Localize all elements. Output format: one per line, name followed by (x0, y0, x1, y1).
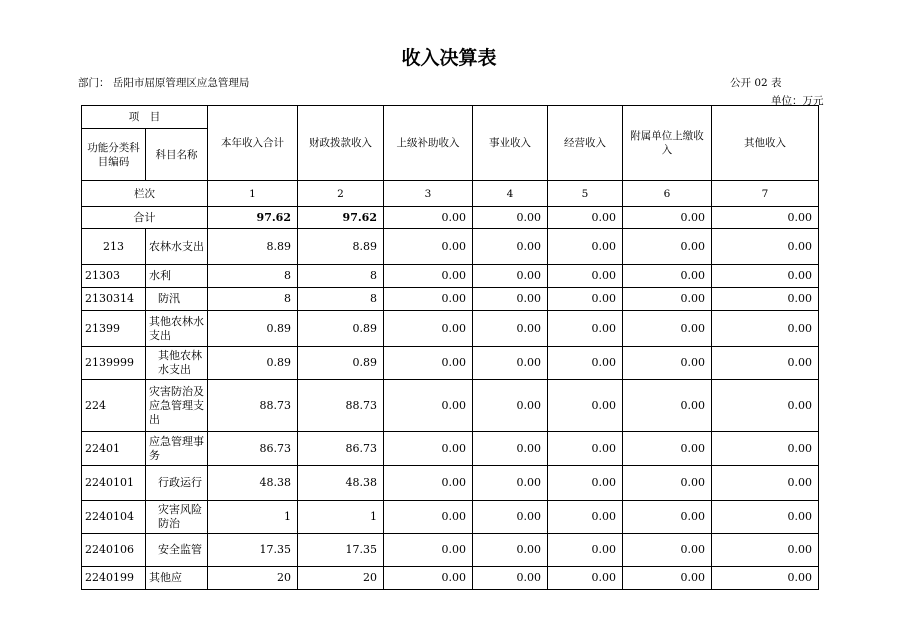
total-value: 0.00 (473, 207, 548, 229)
column-label: 栏次 (82, 181, 208, 207)
row-value: 0.00 (712, 265, 819, 288)
page-title: 收入决算表 (401, 47, 497, 69)
row-value: 88.73 (298, 380, 384, 432)
header-business: 事业收入 (473, 106, 548, 181)
row-value: 0.00 (712, 380, 819, 432)
total-value: 0.00 (623, 207, 712, 229)
row-code: 22401 (82, 432, 146, 466)
row-value: 0.00 (548, 380, 623, 432)
row-value: 0.89 (298, 347, 384, 380)
row-value: 0.00 (623, 265, 712, 288)
row-value: 1 (298, 501, 384, 534)
row-value: 0.00 (548, 311, 623, 347)
row-value: 0.00 (623, 466, 712, 501)
header-total: 本年收入合计 (208, 106, 298, 181)
row-value: 0.00 (548, 466, 623, 501)
row-name: 其他农林水支出 (146, 311, 208, 347)
row-name: 灾害防治及应急管理支出 (146, 380, 208, 432)
row-value: 8 (208, 265, 298, 288)
row-value: 0.00 (623, 380, 712, 432)
row-value: 20 (298, 567, 384, 590)
row-code: 213 (82, 229, 146, 265)
row-value: 0.00 (384, 229, 473, 265)
row-value: 0.00 (473, 288, 548, 311)
row-value: 0.00 (623, 347, 712, 380)
row-name: 行政运行 (146, 466, 208, 501)
table-row (82, 288, 819, 311)
header-name: 科目名称 (146, 129, 208, 181)
row-value: 0.00 (548, 501, 623, 534)
form-number: 公开 02 表 (730, 77, 782, 89)
column-number: 2 (298, 181, 384, 207)
column-number: 7 (712, 181, 819, 207)
row-value: 17.35 (298, 534, 384, 567)
row-value: 0.00 (712, 534, 819, 567)
row-name: 灾害风险防治 (146, 501, 208, 534)
row-value: 20 (208, 567, 298, 590)
row-value: 0.00 (384, 567, 473, 590)
row-value: 0.00 (623, 288, 712, 311)
row-value: 0.00 (623, 501, 712, 534)
row-value: 0.00 (712, 229, 819, 265)
row-name: 安全监管 (146, 534, 208, 567)
row-value: 0.00 (384, 432, 473, 466)
table-row (82, 501, 819, 534)
table-row (82, 380, 819, 432)
row-name: 其他农林水支出 (146, 347, 208, 380)
row-value: 0.00 (548, 534, 623, 567)
row-value: 1 (208, 501, 298, 534)
row-value: 0.00 (384, 311, 473, 347)
row-value: 8 (298, 265, 384, 288)
header-fiscal: 财政拨款收入 (298, 106, 384, 181)
column-number: 1 (208, 181, 298, 207)
row-value: 0.00 (623, 229, 712, 265)
row-value: 0.00 (384, 501, 473, 534)
row-value: 0.89 (208, 311, 298, 347)
unit-label: 单位：万元 (771, 95, 824, 107)
table-row (82, 311, 819, 347)
total-value: 97.62 (298, 207, 384, 229)
table-row (82, 432, 819, 466)
row-value: 0.00 (548, 288, 623, 311)
row-value: 8 (298, 288, 384, 311)
row-value: 0.00 (473, 347, 548, 380)
row-value: 0.00 (548, 432, 623, 466)
row-value: 86.73 (208, 432, 298, 466)
total-value: 0.00 (548, 207, 623, 229)
row-value: 48.38 (298, 466, 384, 501)
table-row (82, 567, 819, 590)
row-value: 88.73 (208, 380, 298, 432)
row-value: 17.35 (208, 534, 298, 567)
row-name: 防汛 (146, 288, 208, 311)
row-code: 2240104 (82, 501, 146, 534)
row-value: 0.00 (623, 567, 712, 590)
row-value: 0.00 (384, 466, 473, 501)
row-value: 8.89 (208, 229, 298, 265)
header-other: 其他收入 (712, 106, 819, 181)
row-name: 应急管理事务 (146, 432, 208, 466)
row-value: 0.00 (712, 432, 819, 466)
row-name: 水利 (146, 265, 208, 288)
row-code: 2240199 (82, 567, 146, 590)
table-row (82, 534, 819, 567)
row-value: 8.89 (298, 229, 384, 265)
row-code: 2240106 (82, 534, 146, 567)
row-value: 0.89 (208, 347, 298, 380)
header-code: 功能分类科目编码 (82, 129, 146, 181)
row-code: 21399 (82, 311, 146, 347)
row-code: 2240101 (82, 466, 146, 501)
row-value: 0.00 (712, 466, 819, 501)
row-value: 0.00 (548, 265, 623, 288)
header-item: 项 目 (82, 106, 208, 129)
total-value: 97.62 (208, 207, 298, 229)
total-label: 合计 (82, 207, 208, 229)
row-value: 0.00 (384, 288, 473, 311)
department-label: 部门： 岳阳市屈原管理区应急管理局 (78, 77, 250, 89)
column-number: 4 (473, 181, 548, 207)
row-value: 0.00 (712, 288, 819, 311)
row-value: 48.38 (208, 466, 298, 501)
row-value: 0.00 (384, 347, 473, 380)
row-code: 2130314 (82, 288, 146, 311)
total-value: 0.00 (712, 207, 819, 229)
row-value: 0.00 (473, 265, 548, 288)
row-value: 0.00 (712, 311, 819, 347)
row-value: 8 (208, 288, 298, 311)
row-value: 0.00 (548, 347, 623, 380)
column-number: 3 (384, 181, 473, 207)
table-row (82, 466, 819, 501)
table-row (82, 347, 819, 380)
row-value: 0.00 (623, 534, 712, 567)
row-value: 0.00 (548, 567, 623, 590)
header-operating: 经营收入 (548, 106, 623, 181)
table-row (82, 265, 819, 288)
row-code: 2139999 (82, 347, 146, 380)
total-value: 0.00 (384, 207, 473, 229)
row-value: 0.00 (712, 567, 819, 590)
header-affiliated: 附属单位上缴收入 (623, 106, 712, 181)
row-value: 86.73 (298, 432, 384, 466)
row-value: 0.00 (473, 567, 548, 590)
income-table (81, 105, 819, 590)
row-value: 0.00 (712, 347, 819, 380)
row-code: 21303 (82, 265, 146, 288)
column-number: 6 (623, 181, 712, 207)
row-value: 0.00 (473, 432, 548, 466)
row-value: 0.00 (623, 432, 712, 466)
row-value: 0.89 (298, 311, 384, 347)
row-value: 0.00 (473, 466, 548, 501)
row-value: 0.00 (623, 311, 712, 347)
row-name: 农林水支出 (146, 229, 208, 265)
row-value: 0.00 (712, 501, 819, 534)
row-value: 0.00 (473, 229, 548, 265)
row-value: 0.00 (473, 534, 548, 567)
row-value: 0.00 (384, 380, 473, 432)
column-number: 5 (548, 181, 623, 207)
table-row (82, 229, 819, 265)
row-value: 0.00 (384, 534, 473, 567)
row-value: 0.00 (548, 229, 623, 265)
row-value: 0.00 (473, 380, 548, 432)
row-value: 0.00 (473, 501, 548, 534)
row-name: 其他应 (146, 567, 208, 590)
header-superior: 上级补助收入 (384, 106, 473, 181)
row-code: 224 (82, 380, 146, 432)
row-value: 0.00 (384, 265, 473, 288)
row-value: 0.00 (473, 311, 548, 347)
